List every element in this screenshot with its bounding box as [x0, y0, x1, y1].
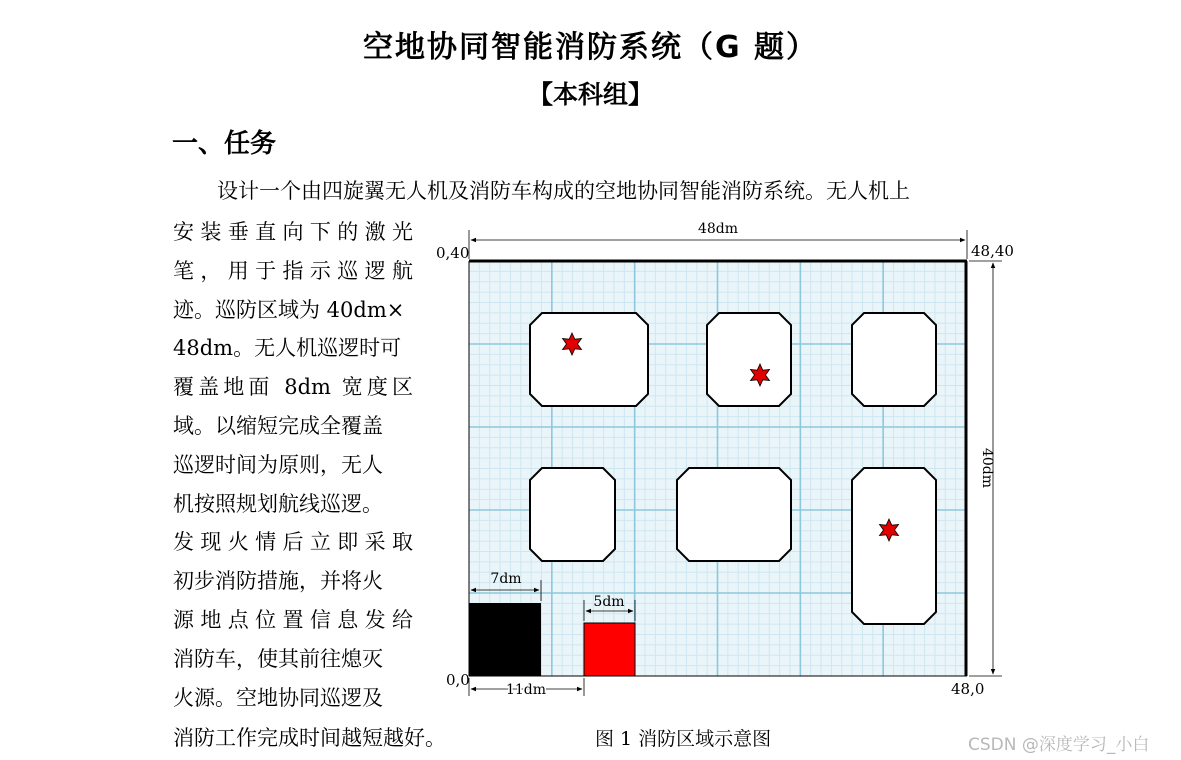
obstacle-block: [707, 313, 791, 406]
obstacle-block: [852, 468, 936, 624]
text-line: 初步消防措施，并将火: [173, 569, 383, 594]
intro-paragraph: 设计一个由四旋翼无人机及消防车构成的空地协同智能消防系统。无人机上: [217, 179, 910, 203]
corner-bottom-right: 48,0: [951, 680, 985, 698]
text-line: 笔，用于指示巡逻航: [173, 258, 413, 283]
watermark: CSDN @深度学习_小白: [968, 735, 1150, 755]
takeoff-zone: [469, 603, 541, 676]
page-title: 空地协同智能消防系统（G 题）: [362, 30, 819, 65]
obstacle-block: [852, 313, 936, 406]
height-label: 40dm: [979, 447, 995, 489]
corner-top-left: 0,40: [436, 244, 470, 262]
width-label: 48dm: [697, 221, 739, 237]
truck-label: 5dm: [593, 594, 625, 610]
corner-top-right: 48,40: [971, 242, 1014, 260]
section-heading: 一、任务: [172, 129, 277, 159]
text-line: 机按照规划航线巡逻。: [173, 491, 383, 516]
corner-bottom-left: 0,0: [446, 671, 470, 689]
fire-truck-zone: [584, 623, 635, 676]
text-line: 发现火情后立即采取: [173, 530, 413, 555]
obstacle-block: [677, 468, 791, 561]
offset-label: 11dm: [505, 682, 547, 698]
takeoff-label: 7dm: [490, 571, 522, 587]
text-line: 火源。空地协同巡逻及: [173, 685, 383, 710]
group-label: 【本科组】: [527, 80, 653, 109]
text-line: 源地点位置信息发给: [173, 607, 413, 632]
text-line: 迹。巡防区域为 40dm×: [173, 297, 405, 322]
text-line: 消防车，使其前往熄灭: [173, 646, 383, 671]
obstacle-block: [530, 313, 648, 406]
figure-caption: 图 1 消防区域示意图: [595, 728, 772, 750]
text-line: 巡逻时间为原则，无人: [173, 452, 383, 477]
text-line-last: 消防工作完成时间越短越好。: [173, 726, 446, 750]
text-line: 安装垂直向下的激光: [173, 220, 413, 244]
obstacle-block: [530, 468, 615, 561]
text-line: 48dm。无人机巡逻时可: [173, 336, 402, 361]
text-line: 域。以缩短完成全覆盖: [173, 413, 383, 438]
text-line: 覆盖地面 8dm 宽度区: [173, 375, 413, 400]
